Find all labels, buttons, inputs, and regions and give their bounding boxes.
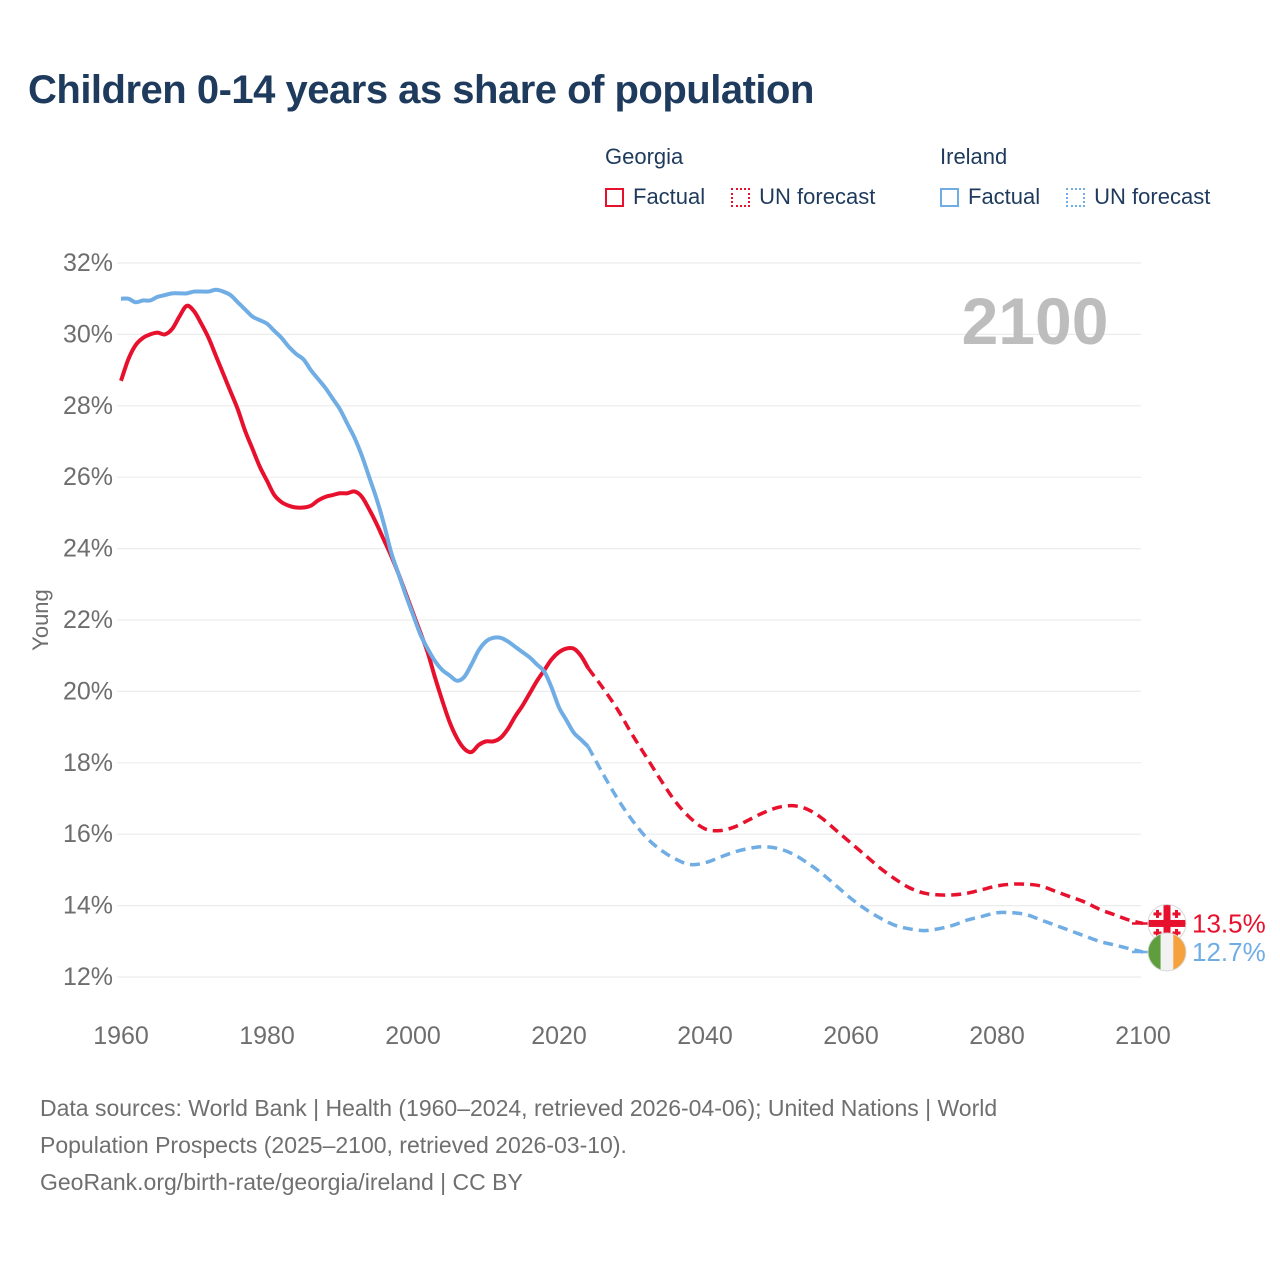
x-tick-label: 2000: [385, 1022, 441, 1050]
y-tick-label: 26%: [62, 463, 113, 492]
series-path-ireland-forecast: [588, 747, 1143, 952]
source-line: Population Prospects (2025–2100, retrieved 2026-03-10).: [40, 1132, 627, 1158]
watermark-year: 2100: [961, 284, 1109, 358]
y-tick-label: 32%: [62, 249, 113, 277]
source-line[interactable]: GeoRank.org/birth-rate/georgia/ireland | CC BY: [40, 1169, 523, 1195]
series-path-ireland-factual: [121, 290, 588, 747]
legend-item-label: Factual: [633, 184, 706, 209]
y-tick-label: 24%: [62, 534, 113, 563]
y-axis-label: Young: [28, 589, 53, 651]
x-tick-label: 1980: [239, 1022, 295, 1050]
data-sources: [40, 1090, 1170, 1201]
legend-item-label: UN forecast: [759, 184, 876, 209]
y-tick-label: 18%: [62, 748, 113, 777]
x-tick-label: 2020: [531, 1022, 587, 1050]
x-tick-label: 2060: [823, 1022, 879, 1050]
y-tick-label: 28%: [62, 391, 113, 420]
x-tick-label: 2040: [677, 1022, 733, 1050]
ireland-flag-icon: [1148, 933, 1186, 971]
y-tick-label: 12%: [62, 963, 113, 991]
y-tick-label: 30%: [62, 320, 113, 349]
end-value-label: 12.7%: [1192, 937, 1266, 968]
legend-country-label: Georgia: [605, 144, 684, 169]
y-tick-label: 14%: [62, 891, 113, 920]
x-tick-label: 1960: [93, 1022, 149, 1050]
legend-item-label: UN forecast: [1094, 184, 1211, 209]
y-tick-label: 20%: [62, 677, 113, 706]
x-tick-label: 2080: [969, 1022, 1025, 1050]
legend-item-label: Factual: [968, 184, 1041, 209]
legend-country-label: Ireland: [940, 144, 1008, 169]
series-path-georgia-forecast: [588, 668, 1143, 923]
series-path-georgia-factual: [121, 306, 588, 753]
page-title: Children 0-14 years as share of population: [28, 68, 814, 112]
y-tick-label: 22%: [62, 606, 113, 634]
source-line: Data sources: World Bank | Health (1960–2024, retrieved 2026-04-06); United Nations | World: [40, 1095, 998, 1121]
y-tick-label: 16%: [62, 820, 113, 849]
end-value-label: 13.5%: [1192, 908, 1266, 939]
x-tick-label: 2100: [1115, 1022, 1171, 1050]
